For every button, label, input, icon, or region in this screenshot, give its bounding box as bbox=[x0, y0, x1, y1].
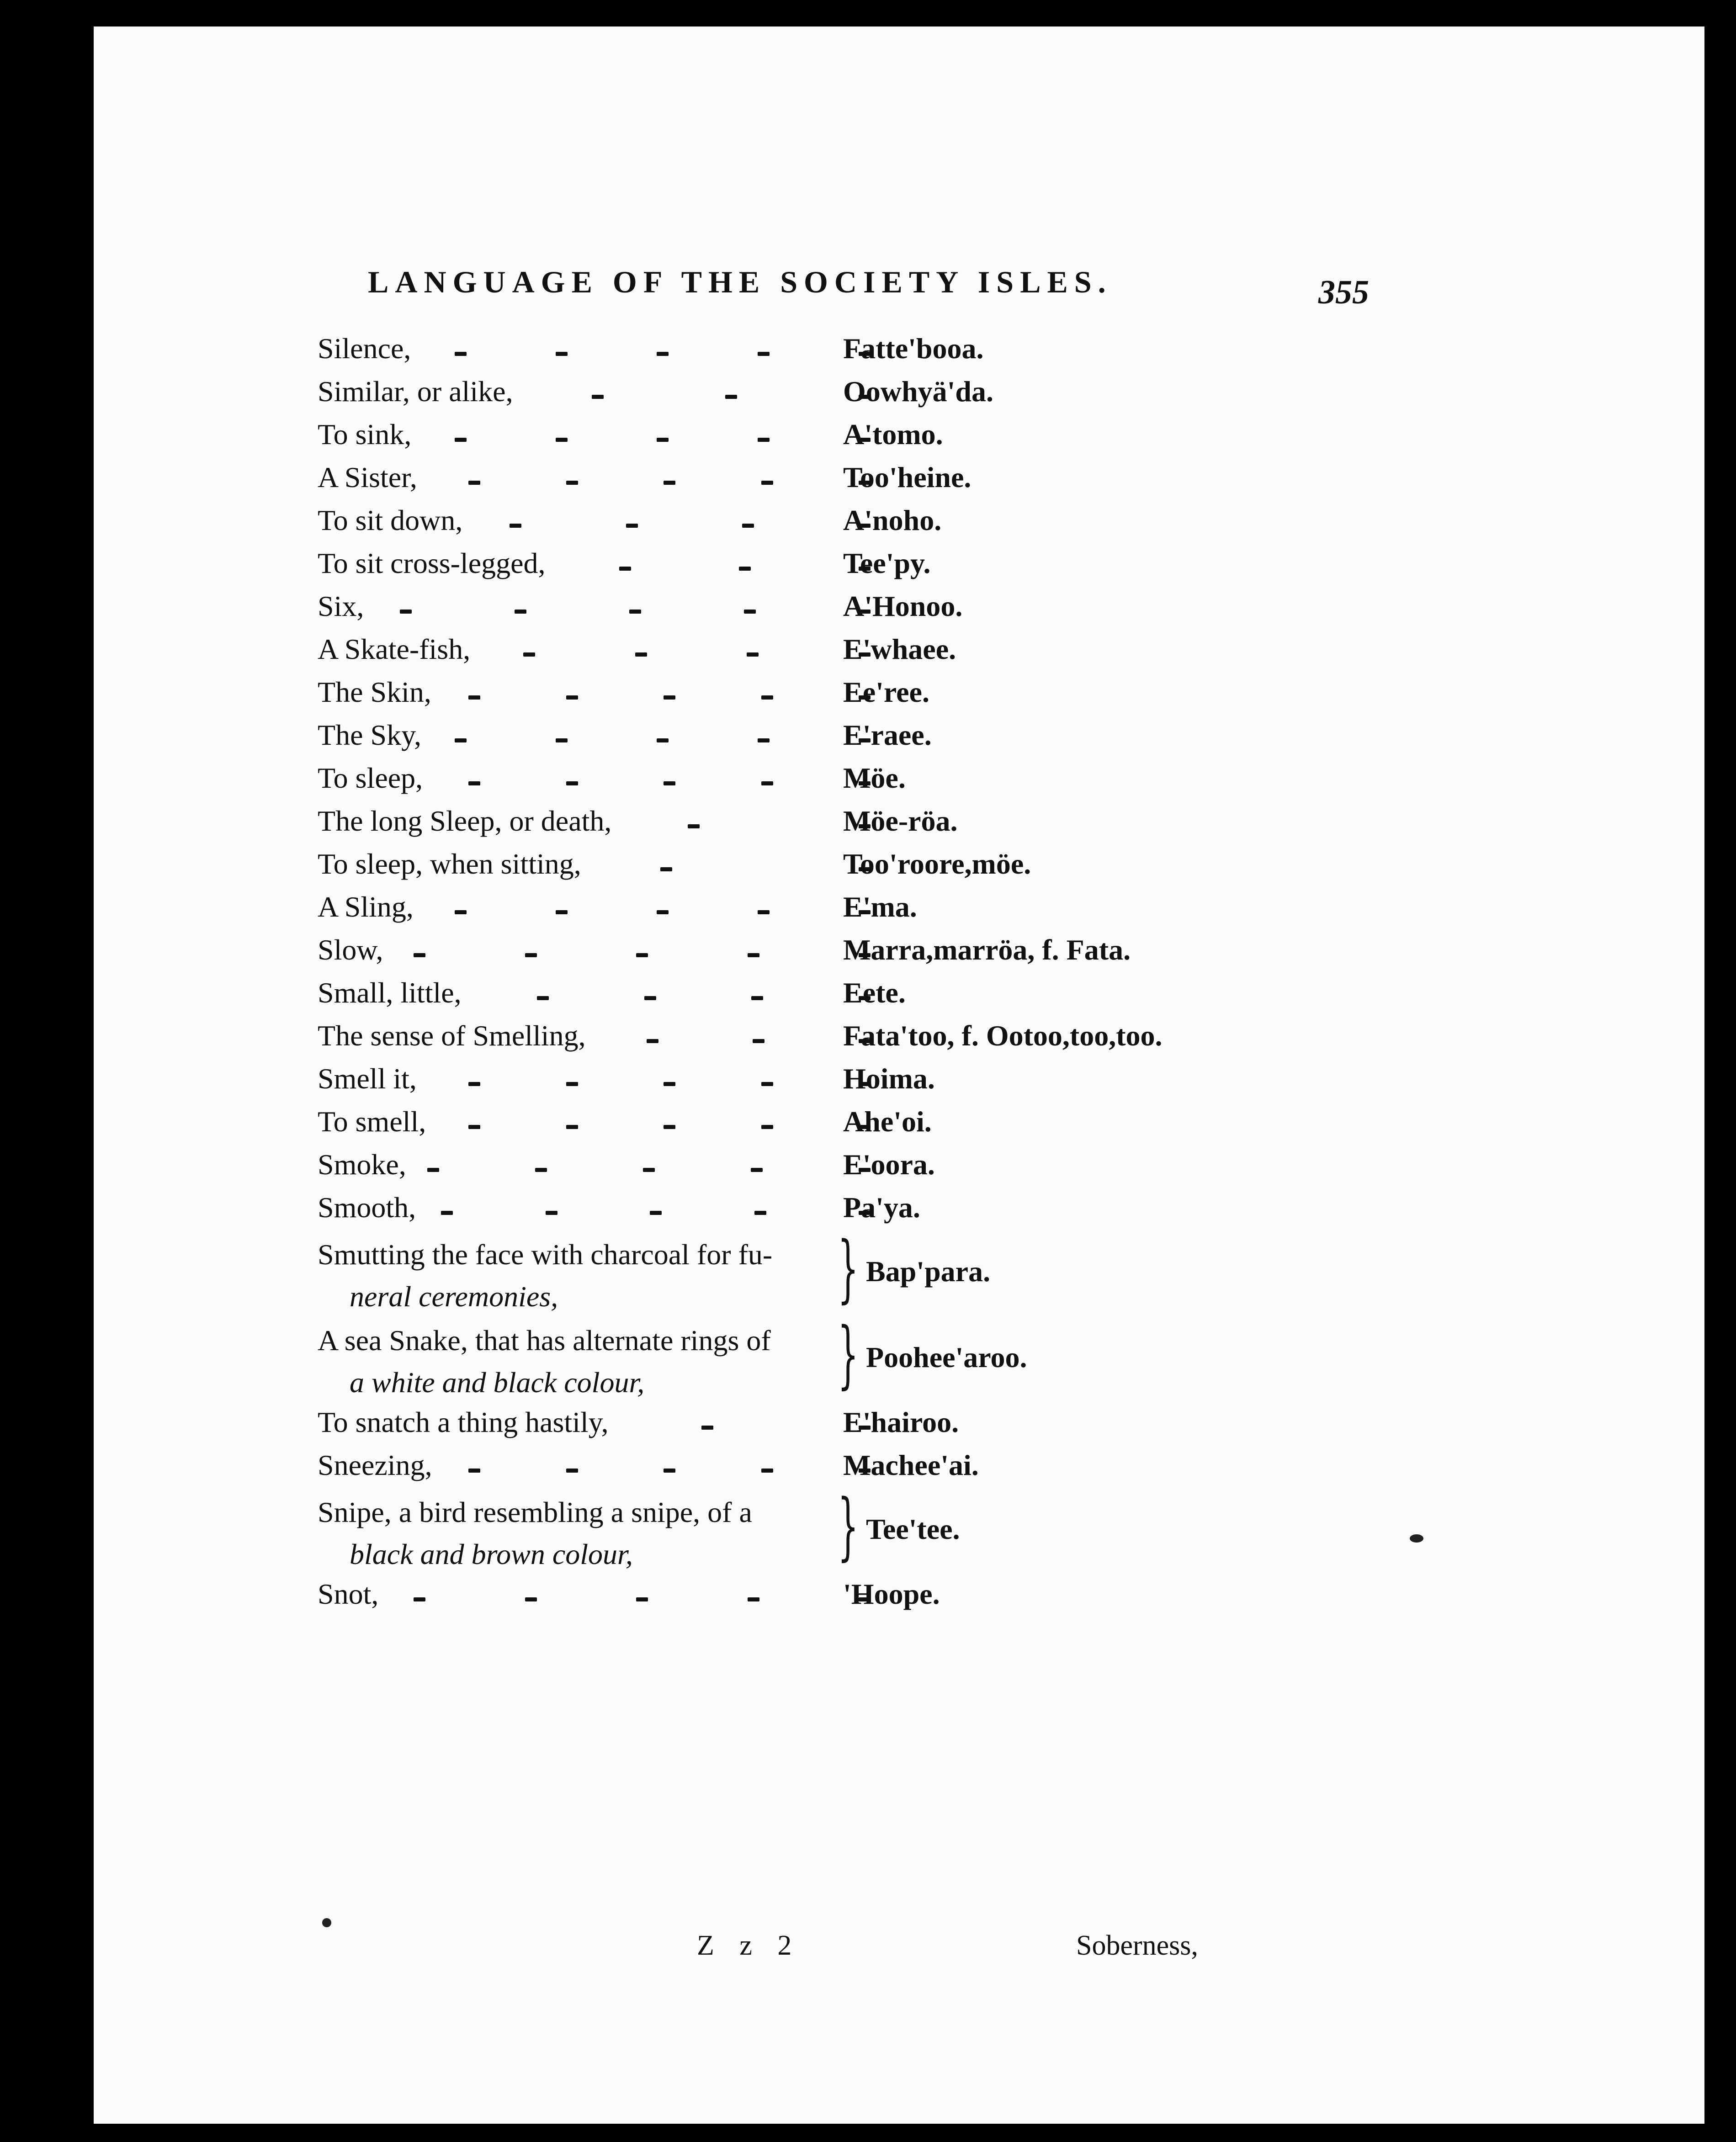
signature-mark: Z z 2 bbox=[697, 1930, 801, 1961]
entry-definition: 'Hoope. bbox=[843, 1578, 940, 1610]
leader-dash bbox=[657, 352, 669, 356]
leader-dash bbox=[523, 652, 535, 657]
leader-dash bbox=[592, 395, 604, 399]
entry-definition: Fata'too, f. Ootoo,too,too. bbox=[843, 1019, 1163, 1052]
entry-row bbox=[94, 1483, 1704, 1570]
entry-term: A Skate-fish, bbox=[318, 633, 471, 665]
leader-dash bbox=[725, 395, 737, 399]
leader-dash bbox=[566, 481, 578, 485]
leader-dashes bbox=[455, 349, 871, 358]
leader-dash bbox=[754, 1211, 766, 1215]
entry-term: The Sky, bbox=[318, 719, 421, 751]
leader-dash bbox=[664, 781, 675, 785]
entry-row bbox=[94, 890, 1704, 933]
entry-row bbox=[94, 332, 1704, 375]
leader-dash bbox=[468, 1125, 480, 1129]
leader-dash bbox=[761, 481, 773, 485]
leader-dash bbox=[761, 1469, 773, 1473]
entry-term: To sink, bbox=[318, 418, 412, 451]
leader-dash bbox=[748, 1597, 759, 1601]
entry-term: To sit cross-legged, bbox=[318, 547, 546, 579]
entry-term: The Skin, bbox=[318, 676, 431, 708]
entry-row bbox=[94, 718, 1704, 761]
leader-dashes bbox=[660, 864, 871, 874]
brace-glyph: } bbox=[837, 1311, 859, 1397]
leader-dash bbox=[636, 953, 648, 957]
leader-dash bbox=[400, 610, 412, 614]
leader-dash bbox=[751, 1168, 763, 1172]
leader-dash bbox=[566, 1469, 578, 1473]
leader-dash bbox=[629, 610, 641, 614]
entry-term: Similar, or alike, bbox=[318, 375, 513, 408]
leader-dash bbox=[626, 524, 638, 528]
leader-dash bbox=[758, 438, 770, 442]
leader-dashes bbox=[468, 1122, 871, 1131]
leader-dash bbox=[427, 1168, 439, 1172]
leader-dash bbox=[566, 1082, 578, 1086]
leader-dash bbox=[758, 352, 770, 356]
leader-dash bbox=[664, 1082, 675, 1086]
entry-row bbox=[94, 933, 1704, 976]
leader-dash bbox=[619, 567, 631, 571]
leader-dash bbox=[664, 1469, 675, 1473]
entry-definition: E'raee. bbox=[843, 719, 932, 751]
entry-term: To sleep, when sitting, bbox=[318, 848, 581, 880]
ink-speck bbox=[1410, 1534, 1423, 1543]
entry-definition: E'oora. bbox=[843, 1148, 935, 1181]
entry-row bbox=[94, 1191, 1704, 1234]
entry-row bbox=[94, 1225, 1704, 1313]
entry-definition: Machee'ai. bbox=[843, 1449, 979, 1481]
book-page bbox=[94, 27, 1704, 2124]
leader-dash bbox=[657, 738, 669, 742]
leader-dash bbox=[455, 910, 467, 914]
leader-dash bbox=[664, 1125, 675, 1129]
leader-dash bbox=[664, 695, 675, 700]
entry-definition: Oowhyä'da. bbox=[843, 375, 993, 408]
entry-term: Snot, bbox=[318, 1578, 379, 1610]
entry-term: To sleep, bbox=[318, 762, 423, 794]
entry-definition: E'ma. bbox=[843, 891, 917, 923]
entry-term-continued: a white and black colour, bbox=[350, 1366, 645, 1399]
leader-dash bbox=[525, 953, 537, 957]
leader-dash bbox=[664, 481, 675, 485]
entry-term: A Sister, bbox=[318, 461, 417, 493]
entry-term: Snipe, a bird resembling a snipe, of a bbox=[318, 1496, 752, 1528]
leader-dashes bbox=[441, 1208, 871, 1217]
entry-row bbox=[94, 1148, 1704, 1191]
leader-dashes bbox=[455, 907, 871, 917]
leader-dashes bbox=[400, 607, 871, 616]
entry-definition: Ee'ree. bbox=[843, 676, 929, 708]
leader-dashes bbox=[510, 521, 871, 530]
entry-row bbox=[94, 632, 1704, 675]
entry-term: The sense of Smelling, bbox=[318, 1019, 586, 1052]
entry-definition: A'noho. bbox=[843, 504, 942, 536]
leader-dash bbox=[566, 1125, 578, 1129]
entry-row bbox=[94, 1577, 1704, 1620]
entry-term: Smooth, bbox=[318, 1191, 416, 1224]
leader-dash bbox=[644, 996, 656, 1000]
leader-dash bbox=[515, 610, 526, 614]
entry-definition: E'hairoo. bbox=[843, 1406, 959, 1438]
entry-definition: A'tomo. bbox=[843, 418, 943, 451]
entry-row bbox=[94, 1448, 1704, 1491]
leader-dash bbox=[566, 695, 578, 700]
leader-dash bbox=[635, 652, 647, 657]
leader-dash bbox=[753, 1039, 764, 1043]
leader-dash bbox=[744, 610, 756, 614]
entry-term: Smoke, bbox=[318, 1148, 406, 1181]
leader-dash bbox=[525, 1597, 537, 1601]
entry-definition: Too'heine. bbox=[843, 461, 972, 493]
entry-row bbox=[94, 847, 1704, 890]
leader-dash bbox=[747, 652, 759, 657]
leader-dash bbox=[414, 953, 425, 957]
leader-dashes bbox=[592, 392, 871, 401]
entry-definition: Fatte'booa. bbox=[843, 332, 984, 365]
leader-dash bbox=[758, 910, 770, 914]
leader-dash bbox=[688, 824, 700, 828]
leader-dash bbox=[643, 1168, 655, 1172]
leader-dash bbox=[660, 867, 672, 871]
leader-dash bbox=[761, 1125, 773, 1129]
leader-dash bbox=[468, 695, 480, 700]
leader-dash bbox=[748, 953, 759, 957]
leader-dash bbox=[455, 352, 467, 356]
leader-dashes bbox=[619, 564, 871, 573]
leader-dash bbox=[556, 438, 568, 442]
entry-row bbox=[94, 1062, 1704, 1105]
entry-definition: Poohee'aroo. bbox=[866, 1341, 1027, 1373]
leader-dash bbox=[455, 738, 467, 742]
leader-dash bbox=[546, 1211, 557, 1215]
leader-dashes bbox=[455, 435, 871, 444]
leader-dash bbox=[468, 1469, 480, 1473]
entry-term: To snatch a thing hastily, bbox=[318, 1406, 609, 1438]
entry-definition: Tee'py. bbox=[843, 547, 931, 579]
entry-term: Slow, bbox=[318, 933, 383, 966]
leader-dashes bbox=[468, 693, 871, 702]
leader-dashes bbox=[523, 650, 871, 659]
leader-dash bbox=[468, 781, 480, 785]
leader-dashes bbox=[414, 950, 871, 960]
leader-dash bbox=[761, 781, 773, 785]
entry-term: A sea Snake, that has alternate rings of bbox=[318, 1324, 771, 1357]
ink-speck bbox=[322, 1918, 331, 1927]
leader-dashes bbox=[647, 1036, 871, 1045]
leader-dash bbox=[556, 738, 568, 742]
entry-term: Six, bbox=[318, 590, 364, 622]
entry-definition: Möe. bbox=[843, 762, 906, 794]
page-number: 355 bbox=[1318, 274, 1369, 311]
entry-row bbox=[94, 589, 1704, 632]
entry-term: Silence, bbox=[318, 332, 411, 365]
entry-row bbox=[94, 1105, 1704, 1148]
leader-dash bbox=[647, 1039, 658, 1043]
entry-row bbox=[94, 418, 1704, 461]
leader-dashes bbox=[468, 478, 871, 487]
entry-definition: Marra,marröa, f. Fata. bbox=[843, 933, 1131, 966]
leader-dash bbox=[510, 524, 521, 528]
catchword: Soberness, bbox=[1076, 1930, 1198, 1961]
entry-term: Smutting the face with charcoal for fu- bbox=[318, 1238, 773, 1271]
leader-dash bbox=[739, 567, 751, 571]
leader-dashes bbox=[537, 993, 871, 1002]
entry-definition: Eete. bbox=[843, 976, 906, 1009]
entry-definition: A'Honoo. bbox=[843, 590, 963, 622]
entry-definition: E'whaee. bbox=[843, 633, 956, 665]
leader-dash bbox=[468, 481, 480, 485]
entry-term: The long Sleep, or death, bbox=[318, 805, 612, 837]
entry-term: To smell, bbox=[318, 1105, 426, 1138]
entry-row bbox=[94, 804, 1704, 847]
leader-dash bbox=[742, 524, 754, 528]
leader-dash bbox=[701, 1426, 713, 1430]
leader-dashes bbox=[468, 779, 871, 788]
entry-definition: Möe-röa. bbox=[843, 805, 958, 837]
entry-term: Sneezing, bbox=[318, 1449, 432, 1481]
leader-dashes bbox=[455, 736, 871, 745]
entry-row bbox=[94, 1019, 1704, 1062]
entry-definition: Ahe'oi. bbox=[843, 1105, 932, 1138]
entry-term: Smell it, bbox=[318, 1062, 417, 1095]
running-title: LANGUAGE OF THE SOCIETY ISLES. bbox=[368, 265, 1112, 299]
leader-dash bbox=[657, 910, 669, 914]
leader-dashes bbox=[468, 1466, 871, 1475]
entry-row bbox=[94, 1405, 1704, 1448]
entry-row bbox=[94, 546, 1704, 589]
entry-row bbox=[94, 1311, 1704, 1399]
entry-definition: Bap'para. bbox=[866, 1255, 991, 1288]
entry-row bbox=[94, 976, 1704, 1019]
brace-glyph: } bbox=[837, 1225, 859, 1311]
entry-term: A Sling, bbox=[318, 891, 414, 923]
leader-dash bbox=[657, 438, 669, 442]
leader-dash bbox=[455, 438, 467, 442]
leader-dash bbox=[414, 1597, 425, 1601]
entry-row bbox=[94, 461, 1704, 504]
leader-dash bbox=[751, 996, 763, 1000]
entry-definition: Tee'tee. bbox=[866, 1513, 960, 1545]
entry-row bbox=[94, 504, 1704, 546]
leader-dash bbox=[556, 910, 568, 914]
leader-dash bbox=[650, 1211, 662, 1215]
leader-dash bbox=[537, 996, 549, 1000]
entry-row bbox=[94, 761, 1704, 804]
entry-row bbox=[94, 375, 1704, 418]
leader-dash bbox=[636, 1597, 648, 1601]
leader-dash bbox=[441, 1211, 453, 1215]
entry-definition: Too'roore,möe. bbox=[843, 848, 1031, 880]
entry-term: To sit down, bbox=[318, 504, 463, 536]
leader-dash bbox=[761, 695, 773, 700]
brace-glyph: } bbox=[837, 1483, 859, 1569]
leader-dashes bbox=[427, 1165, 871, 1174]
leader-dash bbox=[758, 738, 770, 742]
leader-dashes bbox=[414, 1595, 871, 1604]
entry-definition: Hoima. bbox=[843, 1062, 935, 1095]
leader-dashes bbox=[468, 1079, 871, 1088]
scan-border bbox=[0, 0, 69, 2142]
leader-dash bbox=[761, 1082, 773, 1086]
entry-term-continued: neral ceremonies, bbox=[350, 1280, 558, 1313]
leader-dash bbox=[535, 1168, 547, 1172]
entry-term-continued: black and brown colour, bbox=[350, 1538, 633, 1570]
entry-term: Small, little, bbox=[318, 976, 462, 1009]
leader-dash bbox=[566, 781, 578, 785]
leader-dash bbox=[468, 1082, 480, 1086]
entry-definition: Pa'ya. bbox=[843, 1191, 920, 1224]
entry-row bbox=[94, 675, 1704, 718]
leader-dash bbox=[556, 352, 568, 356]
